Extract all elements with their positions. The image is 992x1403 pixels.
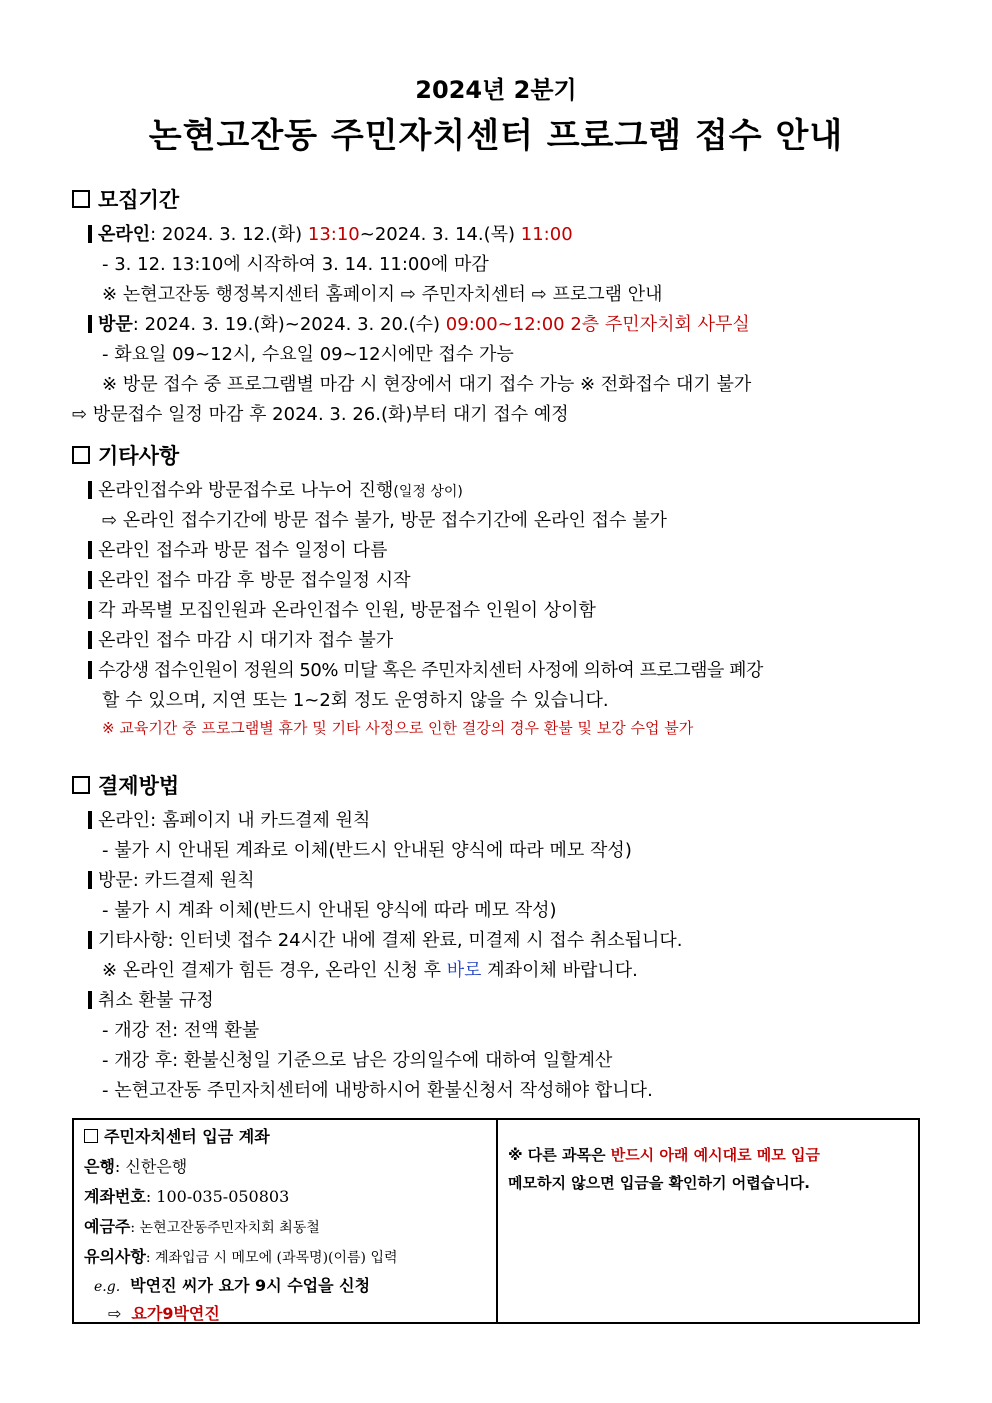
etc-item1-note: (일정 상이) [393, 484, 463, 500]
bullet-bar-icon [88, 481, 92, 499]
checkbox-square-icon [72, 190, 90, 208]
account-number-value: : 100-035-050803 [145, 1187, 290, 1206]
account-details-cell [73, 1119, 497, 1323]
section-title: 모집기간 [98, 188, 180, 212]
bullet-bar-icon [88, 631, 92, 649]
recruit-online-sub2: ※ 논현고잔동 행정복지센터 홈페이지 ⇨ 주민자치센터 ⇨ 프로그램 안내 [102, 284, 663, 305]
etc-item6-text: 수강생 접수인원이 정원의 50% 미달 혹은 주민자치센터 사정에 의하여 프로그램을 폐강 [98, 660, 763, 681]
online-date-end: ~2024. 3. 14.(목) [359, 224, 521, 245]
etc-item2-text: 온라인 접수과 방문 접수 일정이 다름 [98, 540, 388, 561]
payment-visit-sub: - 불가 시 계좌 이체(반드시 안내된 양식에 따라 메모 작성) [102, 900, 557, 921]
checkbox-square-icon [72, 446, 90, 464]
example-memo-value: 요가9박연진 [131, 1304, 220, 1323]
section-title: 결제방법 [98, 774, 180, 798]
section-etc-heading [72, 440, 179, 470]
recruit-online-line [88, 220, 573, 246]
page-title: 논현고잔동 주민자치센터 프로그램 접수 안내 [148, 116, 844, 156]
right-arrow-icon: ⇨ [108, 1304, 122, 1323]
online-time-end: 11:00 [520, 224, 573, 245]
account-notice-cell [497, 1119, 919, 1323]
account-notice-line1 [508, 1144, 820, 1165]
account-number-label: 계좌번호 [84, 1187, 146, 1206]
account-example-value-row [108, 1301, 220, 1324]
section-payment-heading [72, 770, 179, 800]
etc-item5-text: 온라인 접수 마감 시 대기자 접수 불가 [98, 630, 394, 651]
holder-label: 예금주 [84, 1217, 131, 1236]
etc-item1-text: 온라인접수와 방문접수로 나누어 진행 [98, 480, 394, 501]
bullet-bar-icon [88, 225, 92, 243]
payment-visit-text: 방문: 카드결제 원칙 [98, 870, 255, 891]
checkbox-square-icon [84, 1129, 98, 1143]
recruit-visit-line [88, 310, 750, 336]
payment-online [88, 806, 370, 832]
eg-text: 박연진 씨가 요가 9시 수업을 신청 [130, 1276, 371, 1295]
account-number-row [84, 1184, 289, 1207]
notice-line1-b: 반드시 아래 예시대로 메모 입금 [610, 1146, 820, 1164]
bullet-bar-icon [88, 571, 92, 589]
bullet-bar-icon [88, 601, 92, 619]
etc-item6-line2: 할 수 있으며, 지연 또는 1~2회 정도 운영하지 않을 수 있습니다. [102, 690, 609, 711]
account-holder-row [84, 1214, 320, 1237]
bank-value: : 신한은행 [114, 1157, 188, 1176]
account-notice-line2: 메모하지 않으면 입금을 확인하기 어렵습니다. [508, 1174, 810, 1192]
bank-label: 은행 [84, 1157, 115, 1176]
notice-line1-a: ※ 다른 과목은 [508, 1146, 611, 1164]
bullet-bar-icon [88, 991, 92, 1009]
holder-value: : 논현고잔동주민자치회 최동철 [130, 1220, 320, 1236]
payment-etc-sub [102, 956, 638, 982]
payment-refund-sub3: - 논현고잔동 주민자치센터에 내방하시어 환불신청서 작성해야 합니다. [102, 1080, 653, 1101]
account-example-row [94, 1273, 370, 1296]
etc-item6 [88, 656, 763, 682]
bullet-bar-icon [88, 315, 92, 333]
payment-etc-sub-a: ※ 온라인 결제가 힘든 경우, 온라인 신청 후 [102, 960, 447, 981]
etc-refund-note: ※ 교육기간 중 프로그램별 휴가 및 기타 사정으로 인한 결강의 경우 환불 및 보강 수업 불가 [102, 719, 694, 737]
account-caution-row [84, 1244, 398, 1267]
eg-prefix: e.g. [94, 1279, 121, 1295]
etc-item5 [88, 626, 393, 652]
page-subtitle: 2024년 2분기 [415, 76, 577, 104]
account-title [84, 1124, 270, 1147]
payment-etc-sub-b: 바로 [446, 960, 482, 981]
etc-item3 [88, 566, 411, 592]
bullet-bar-icon [88, 811, 92, 829]
payment-visit [88, 866, 255, 892]
caution-label: 유의사항 [84, 1247, 146, 1266]
account-bank-row [84, 1154, 187, 1177]
visit-time-place: 09:00~12:00 2층 주민자치회 사무실 [445, 314, 750, 335]
recruit-visit-sub1: - 화요일 09~12시, 수요일 09~12시에만 접수 가능 [102, 344, 514, 365]
online-date-start: : 2024. 3. 12.(화) [150, 224, 308, 245]
recruit-visit-sub2: ※ 방문 접수 중 프로그램별 마감 시 현장에서 대기 접수 가능 ※ 전화접수 대기 불가 [102, 374, 752, 395]
payment-refund-text: 취소 환불 규정 [98, 990, 214, 1011]
etc-item1-sub: ⇨ 온라인 접수기간에 방문 접수 불가, 방문 접수기간에 온라인 접수 불가 [102, 510, 667, 531]
payment-etc-sub-c: 계좌이체 바랍니다. [481, 960, 638, 981]
recruit-visit-sub3: ⇨ 방문접수 일정 마감 후 2024. 3. 26.(화)부터 대기 접수 예정 [72, 404, 569, 425]
visit-label: 방문 [98, 314, 133, 335]
payment-online-sub: - 불가 시 안내된 계좌로 이체(반드시 안내된 양식에 따라 메모 작성) [102, 840, 632, 861]
payment-refund-sub2: - 개강 후: 환불신청일 기준으로 남은 강의일수에 대하여 일할계산 [102, 1050, 613, 1071]
section-recruit-heading [72, 184, 179, 214]
checkbox-square-icon [72, 776, 90, 794]
etc-item4 [88, 596, 596, 622]
online-time-start: 13:10 [307, 224, 360, 245]
payment-online-text: 온라인: 홈페이지 내 카드결제 원칙 [98, 810, 371, 831]
bullet-bar-icon [88, 931, 92, 949]
payment-etc-text: 기타사항: 인터넷 접수 24시간 내에 결제 완료, 미결제 시 접수 취소됩니다. [98, 930, 683, 951]
etc-item1 [88, 476, 463, 502]
etc-item3-text: 온라인 접수 마감 후 방문 접수일정 시작 [98, 570, 411, 591]
payment-refund-sub1: - 개강 전: 전액 환불 [102, 1020, 260, 1041]
bullet-bar-icon [88, 871, 92, 889]
etc-item2 [88, 536, 387, 562]
bullet-bar-icon [88, 661, 92, 679]
caution-value: : 계좌입금 시 메모에 (과목명)(이름) 입력 [145, 1250, 398, 1266]
account-title-text: 주민자치센터 입금 계좌 [104, 1127, 270, 1146]
bullet-bar-icon [88, 541, 92, 559]
visit-date: : 2024. 3. 19.(화)~2024. 3. 20.(수) [132, 314, 446, 335]
account-info-table [72, 1118, 920, 1324]
payment-etc [88, 926, 683, 952]
etc-item4-text: 각 과목별 모집인원과 온라인접수 인원, 방문접수 인원이 상이함 [98, 600, 596, 621]
online-label: 온라인 [98, 224, 151, 245]
recruit-online-sub1: - 3. 12. 13:10에 시작하여 3. 14. 11:00에 마감 [102, 254, 489, 275]
section-title: 기타사항 [98, 444, 180, 468]
payment-refund [88, 986, 214, 1012]
